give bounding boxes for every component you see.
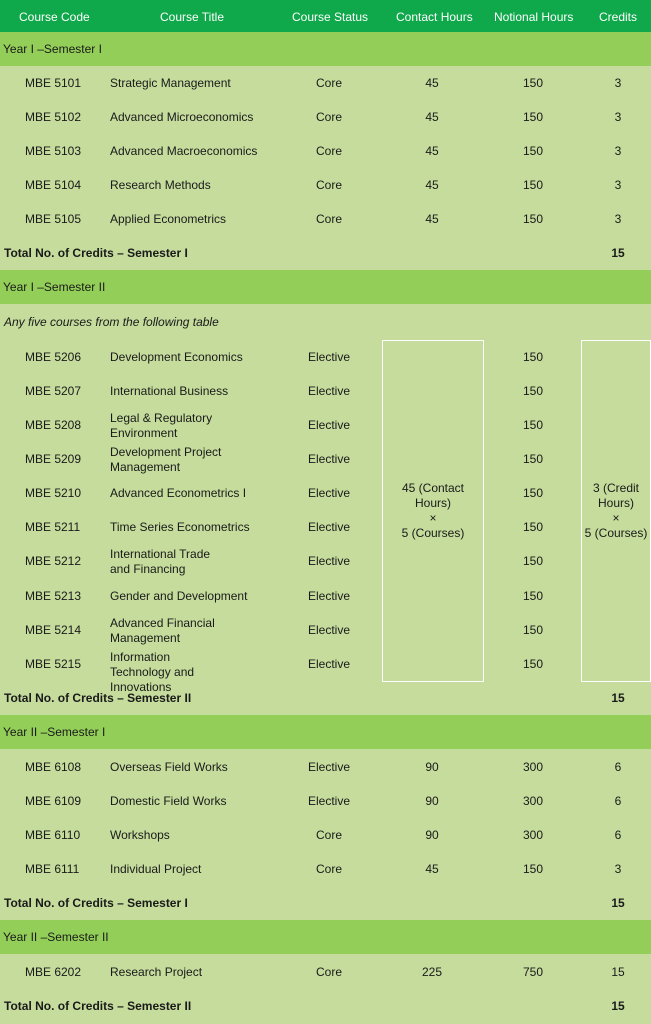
course-code: MBE 5214 — [25, 623, 82, 637]
course-status: Elective — [307, 486, 351, 500]
contact-hours: 45 — [425, 212, 439, 226]
merged-contact-line3: 5 (Courses) — [401, 526, 465, 540]
credits: 6 — [614, 828, 622, 842]
header-notional-hours: Notional Hours — [494, 10, 574, 24]
header-credits: Credits — [599, 10, 638, 24]
contact-hours: 90 — [425, 828, 439, 842]
table-row — [0, 647, 651, 694]
table-row — [0, 168, 651, 202]
course-code: MBE 6108 — [25, 760, 82, 774]
notional-hours: 150 — [522, 384, 544, 398]
table-row — [0, 955, 651, 989]
credits: 3 — [614, 212, 622, 226]
credits: 3 — [614, 862, 622, 876]
course-status: Elective — [307, 520, 351, 534]
course-title: Information Technology and Innovations — [110, 650, 195, 694]
table-row — [0, 750, 651, 784]
notional-hours: 300 — [522, 794, 544, 808]
total-value: 15 — [611, 896, 625, 910]
course-title: Gender and Development — [110, 589, 248, 603]
course-code: MBE 5215 — [25, 657, 82, 671]
course-status: Elective — [307, 794, 351, 808]
course-status: Core — [315, 144, 343, 158]
contact-hours: 45 — [425, 110, 439, 124]
notional-hours: 300 — [522, 828, 544, 842]
merged-credits — [581, 340, 651, 682]
credits: 3 — [614, 110, 622, 124]
course-status: Core — [315, 212, 343, 226]
table-row — [0, 66, 651, 100]
total-label: Total No. of Credits – Semester II — [4, 691, 192, 705]
course-title: Domestic Field Works — [110, 794, 227, 808]
course-title: International Business — [110, 384, 229, 398]
notional-hours: 150 — [522, 520, 544, 534]
table-row — [0, 579, 651, 613]
section-header — [0, 920, 651, 954]
course-title: Advanced Econometrics I — [110, 486, 247, 500]
header-course-status: Course Status — [292, 10, 369, 24]
contact-hours: 45 — [425, 76, 439, 90]
section-header — [0, 32, 651, 66]
total-value: 15 — [611, 691, 625, 705]
merged-contact-line2: Hours) — [414, 496, 451, 510]
notional-hours: 150 — [522, 110, 544, 124]
notional-hours: 150 — [522, 486, 544, 500]
course-status: Elective — [307, 760, 351, 774]
course-status: Elective — [307, 589, 351, 603]
notional-hours: 150 — [522, 418, 544, 432]
course-status: Core — [315, 178, 343, 192]
notional-hours: 150 — [522, 554, 544, 568]
course-title: Time Series Econometrics — [110, 520, 250, 534]
notional-hours: 150 — [522, 623, 544, 637]
course-code: MBE 5212 — [25, 554, 82, 568]
table-row — [0, 544, 651, 578]
merged-contact-times: × — [429, 511, 437, 525]
header-course-title: Course Title — [160, 10, 225, 24]
table-row — [0, 852, 651, 886]
merged-credits-line1: 3 (Credit — [592, 481, 639, 495]
merged-credits-line2: Hours) — [597, 496, 634, 510]
course-status: Core — [315, 965, 343, 979]
course-code: MBE 5103 — [25, 144, 82, 158]
course-title: Individual Project — [110, 862, 202, 876]
course-title: Research Project — [110, 965, 203, 979]
note-text: Any five courses from the following table — [4, 315, 219, 329]
table-row — [0, 340, 651, 374]
course-code: MBE 6109 — [25, 794, 82, 808]
course-status: Elective — [307, 623, 351, 637]
header-contact-hours: Contact Hours — [396, 10, 473, 24]
table-row — [0, 784, 651, 818]
course-title: Development Economics — [110, 350, 243, 364]
total-label: Total No. of Credits – Semester I — [4, 896, 188, 910]
contact-hours: 45 — [425, 144, 439, 158]
section-label: Year II –Semester II — [3, 930, 109, 944]
course-title: Legal & Regulatory Environment — [110, 411, 213, 440]
notional-hours: 150 — [522, 657, 544, 671]
course-code: MBE 5207 — [25, 384, 82, 398]
course-code: MBE 6111 — [25, 862, 80, 876]
course-status: Core — [315, 828, 343, 842]
section-note — [0, 305, 651, 339]
course-code: MBE 5104 — [25, 178, 82, 192]
notional-hours: 150 — [522, 144, 544, 158]
table-row — [0, 100, 651, 134]
course-title: Strategic Management — [110, 76, 231, 90]
credits: 6 — [614, 760, 622, 774]
course-code: MBE 5210 — [25, 486, 82, 500]
course-status: Core — [315, 76, 343, 90]
header-course-code: Course Code — [19, 10, 90, 24]
total-label: Total No. of Credits – Semester I — [4, 246, 188, 260]
table-row — [0, 510, 651, 544]
merged-credits-line3: 5 (Courses) — [584, 526, 648, 540]
course-title: Workshops — [110, 828, 170, 842]
total-row — [0, 681, 651, 715]
credits: 6 — [614, 794, 622, 808]
total-row — [0, 886, 651, 920]
course-code: MBE 5105 — [25, 212, 82, 226]
course-title: Development Project Management — [110, 445, 222, 474]
course-code: MBE 5211 — [25, 520, 81, 534]
merged-credits-times: × — [612, 511, 620, 525]
contact-hours: 45 — [425, 178, 439, 192]
course-title: Applied Econometrics — [110, 212, 227, 226]
table-row — [0, 818, 651, 852]
section-label: Year II –Semester I — [3, 725, 106, 739]
notional-hours: 150 — [522, 862, 544, 876]
course-status: Elective — [307, 418, 351, 432]
course-title: Overseas Field Works — [110, 760, 228, 774]
table-header — [0, 0, 651, 32]
course-code: MBE 5101 — [25, 76, 82, 90]
credits: 15 — [611, 965, 625, 979]
table-row — [0, 374, 651, 408]
notional-hours: 150 — [522, 76, 544, 90]
course-code: MBE 6202 — [25, 965, 82, 979]
course-code: MBE 5209 — [25, 452, 82, 466]
table-row — [0, 476, 651, 510]
course-code: MBE 5213 — [25, 589, 82, 603]
course-status: Elective — [307, 350, 351, 364]
section-header — [0, 270, 651, 304]
course-code: MBE 5102 — [25, 110, 82, 124]
course-title: International Trade and Financing — [110, 547, 211, 576]
contact-hours: 225 — [421, 965, 443, 979]
course-status: Core — [315, 110, 343, 124]
merged-contact-line1: 45 (Contact — [401, 481, 465, 495]
table-row — [0, 202, 651, 236]
merged-contact-hours — [382, 340, 484, 682]
section-header — [0, 715, 651, 749]
notional-hours: 150 — [522, 212, 544, 226]
notional-hours: 300 — [522, 760, 544, 774]
course-title: Advanced Macroeconomics — [110, 144, 258, 158]
total-value: 15 — [611, 246, 625, 260]
section-label: Year I –Semester II — [3, 280, 106, 294]
course-code: MBE 5208 — [25, 418, 82, 432]
course-status: Elective — [307, 452, 351, 466]
course-code: MBE 6110 — [25, 828, 81, 842]
credits: 3 — [614, 144, 622, 158]
contact-hours: 45 — [425, 862, 439, 876]
credits: 3 — [614, 76, 622, 90]
total-value: 15 — [611, 999, 625, 1013]
notional-hours: 150 — [522, 350, 544, 364]
table-row — [0, 613, 651, 647]
section-label: Year I –Semester I — [3, 42, 102, 56]
total-row — [0, 989, 651, 1023]
course-status: Core — [315, 862, 343, 876]
notional-hours: 150 — [522, 589, 544, 603]
total-row — [0, 236, 651, 270]
contact-hours: 90 — [425, 794, 439, 808]
course-code: MBE 5206 — [25, 350, 82, 364]
table-row — [0, 134, 651, 168]
course-status: Elective — [307, 554, 351, 568]
course-status: Elective — [307, 657, 351, 671]
credits: 3 — [614, 178, 622, 192]
course-status: Elective — [307, 384, 351, 398]
notional-hours: 150 — [522, 178, 544, 192]
total-label: Total No. of Credits – Semester II — [4, 999, 192, 1013]
contact-hours: 90 — [425, 760, 439, 774]
course-title: Research Methods — [110, 178, 211, 192]
course-title: Advanced Financial Management — [110, 616, 215, 645]
notional-hours: 750 — [522, 965, 544, 979]
table-row — [0, 442, 651, 476]
table-row — [0, 408, 651, 442]
course-title: Advanced Microeconomics — [110, 110, 254, 124]
notional-hours: 150 — [522, 452, 544, 466]
